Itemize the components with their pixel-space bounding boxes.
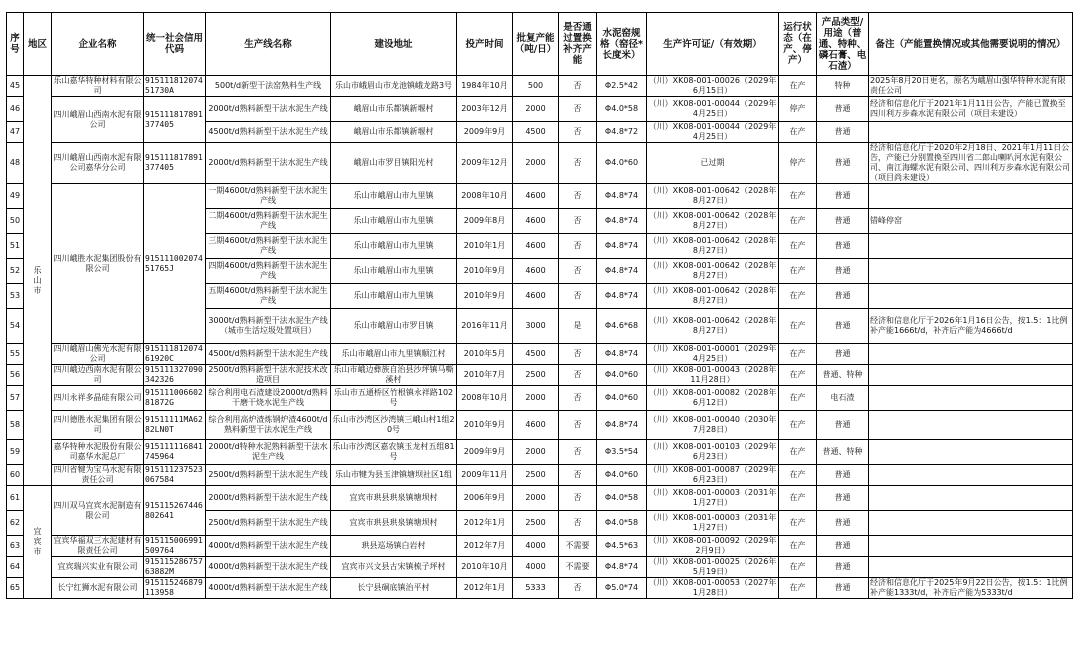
- product-type: 普通: [817, 557, 869, 578]
- kiln-spec: Φ4.8*74: [597, 259, 647, 284]
- product-type: 普通: [817, 143, 869, 184]
- start-date: 2008年10月: [457, 184, 513, 209]
- start-date: 2010年1月: [457, 234, 513, 259]
- table-row: [7, 97, 1073, 122]
- kiln-spec: Φ4.8*74: [597, 557, 647, 578]
- status: 在产: [779, 578, 817, 599]
- company-name: 四川永祥多晶硅有限公司: [52, 386, 144, 411]
- product-type: 普通: [817, 309, 869, 344]
- address: 宜宾市珙县珙泉镇塘坝村: [331, 486, 457, 511]
- start-date: 2012年1月: [457, 578, 513, 599]
- table-row: [7, 440, 1073, 465]
- start-date: 2010年9月: [457, 411, 513, 440]
- row-number: 49: [7, 184, 24, 209]
- line-name: 4000t/d熟料新型干法水泥生产线: [206, 578, 331, 599]
- replacement: 否: [559, 143, 597, 184]
- capacity: 2500: [513, 465, 559, 486]
- product-type: 特种: [817, 76, 869, 97]
- region-cell: 乐山市: [24, 76, 52, 486]
- credit-code: 915111237523067584: [144, 465, 206, 486]
- credit-code: 915111327090342326: [144, 365, 206, 386]
- line-name: 2000t/d熟料新型干法水泥生产线: [206, 143, 331, 184]
- product-type: 普通: [817, 97, 869, 122]
- header-replacement: 是否通过置换补齐产能: [559, 13, 597, 76]
- row-number: 54: [7, 309, 24, 344]
- license: （川）XK08-001-00053（2027年1月28日）: [647, 578, 779, 599]
- row-number: 52: [7, 259, 24, 284]
- row-number: 60: [7, 465, 24, 486]
- kiln-spec: Φ4.5*63: [597, 536, 647, 557]
- capacity: 5333: [513, 578, 559, 599]
- license: （川）XK08-001-00003（2031年1月27日）: [647, 486, 779, 511]
- header-company: 企业名称: [52, 13, 144, 76]
- row-number: 46: [7, 97, 24, 122]
- license: （川）XK08-001-00642（2028年8月27日）: [647, 284, 779, 309]
- header-product-type: 产品类型/用途（普通、特种、磷石膏、电石渣）: [817, 13, 869, 76]
- header-seq: 序号: [7, 13, 24, 76]
- start-date: 1984年10月: [457, 76, 513, 97]
- license: （川）XK08-001-00082（2028年6月12日）: [647, 386, 779, 411]
- table-row: [7, 465, 1073, 486]
- start-date: 2009年8月: [457, 209, 513, 234]
- cement-table-wrapper: [6, 12, 1072, 599]
- address: 乐山市峨眉山市九里镇: [331, 209, 457, 234]
- line-name: 2000t/d熟料新型干法水泥生产线: [206, 486, 331, 511]
- product-type: 普通: [817, 536, 869, 557]
- company-name: 四川峨眉山西南水泥有限公司: [52, 97, 144, 143]
- kiln-spec: Φ4.0*58: [597, 97, 647, 122]
- address: 峨眉山市乐都镇新堰村: [331, 122, 457, 143]
- product-type: 电石渣: [817, 386, 869, 411]
- header-line: 生产线名称: [206, 13, 331, 76]
- capacity: 4600: [513, 209, 559, 234]
- capacity: 4500: [513, 122, 559, 143]
- start-date: 2012年7月: [457, 536, 513, 557]
- replacement: 否: [559, 511, 597, 536]
- capacity: 4600: [513, 259, 559, 284]
- license: （川）XK08-001-00087（2029年6月23日）: [647, 465, 779, 486]
- license: （川）XK08-001-00025（2026年5月19日）: [647, 557, 779, 578]
- replacement: 否: [559, 209, 597, 234]
- row-number: 56: [7, 365, 24, 386]
- start-date: 2010年7月: [457, 365, 513, 386]
- license: 已过期: [647, 143, 779, 184]
- product-type: 普通、特种: [817, 440, 869, 465]
- table-row: [7, 344, 1073, 365]
- kiln-spec: Φ4.0*60: [597, 365, 647, 386]
- line-name: 3000t/d熟料新型干法水泥生产线（城市生活垃圾处置项目）: [206, 309, 331, 344]
- table-row: [7, 578, 1073, 599]
- row-number: 48: [7, 143, 24, 184]
- start-date: 2008年10月: [457, 386, 513, 411]
- note: 经济和信息化厅于2020年2月18日、2021年1月11日公告，产能已分别置换至四川省二郎山喇叭河水泥有限公司、南江海螺水泥有限公司、四川利万步森水泥有限公司（项目尚未建设）: [869, 143, 1073, 184]
- row-number: 51: [7, 234, 24, 259]
- credit-code: 915115246879113958: [144, 578, 206, 599]
- row-number: 55: [7, 344, 24, 365]
- row-number: 45: [7, 76, 24, 97]
- address: 峨眉山市罗目镇阳光村: [331, 143, 457, 184]
- replacement: 否: [559, 365, 597, 386]
- replacement: 否: [559, 486, 597, 511]
- license: （川）XK08-001-00642（2028年8月27日）: [647, 309, 779, 344]
- capacity: 4600: [513, 184, 559, 209]
- table-row: [7, 365, 1073, 386]
- company-name: 四川峨胜水泥集团股份有限公司: [52, 184, 144, 344]
- start-date: 2010年5月: [457, 344, 513, 365]
- start-date: 2003年12月: [457, 97, 513, 122]
- replacement: 否: [559, 234, 597, 259]
- row-number: 63: [7, 536, 24, 557]
- region-cell: 宜宾市: [24, 486, 52, 599]
- license: （川）XK08-001-00003（2031年1月27日）: [647, 511, 779, 536]
- replacement: 否: [559, 97, 597, 122]
- table-row: [7, 486, 1073, 511]
- capacity: 2500: [513, 511, 559, 536]
- license: （川）XK08-001-00642（2028年8月27日）: [647, 234, 779, 259]
- license: （川）XK08-001-00044（2029年4月25日）: [647, 122, 779, 143]
- address: 宜宾市珙县珙泉镇塘坝村: [331, 511, 457, 536]
- company-name: 宜宾华福双三水泥建材有限责任公司: [53, 536, 142, 555]
- address: 乐山市峨眉山市罗目镇: [331, 309, 457, 344]
- address: 乐山市峨眉山市九里镇顺江村: [331, 344, 457, 365]
- kiln-spec: Φ4.0*60: [597, 143, 647, 184]
- address: 乐山市五通桥区竹根镇永祥路102号: [331, 386, 457, 411]
- header-license: 生产许可证/（有效期）: [647, 13, 779, 76]
- kiln-spec: Φ4.8*74: [597, 411, 647, 440]
- note: [869, 365, 1073, 386]
- credit-code: 915111817891377405: [144, 97, 206, 143]
- replacement: 是: [559, 309, 597, 344]
- company-name: 四川双马宜宾水泥制造有限公司: [52, 486, 144, 536]
- license: （川）XK08-001-00642（2028年8月27日）: [647, 209, 779, 234]
- note: 错峰停窑: [869, 209, 1073, 234]
- capacity: 3000: [513, 309, 559, 344]
- table-row: [7, 386, 1073, 411]
- note: 经济和信息化厅于2025年9月22日公告，按1.5：1比例补产能1333t/d，补齐后产能为5333t/d: [869, 578, 1073, 599]
- credit-code: 91511100207451765J: [144, 184, 206, 344]
- replacement: 否: [559, 122, 597, 143]
- header-address: 建设地址: [331, 13, 457, 76]
- row-number: 65: [7, 578, 24, 599]
- capacity: 2000: [513, 486, 559, 511]
- product-type: 普通: [817, 344, 869, 365]
- row-number: 61: [7, 486, 24, 511]
- status: 在产: [779, 122, 817, 143]
- product-type: 普通: [817, 209, 869, 234]
- line-name: 4000t/d熟料新型干法水泥生产线: [206, 536, 331, 557]
- address: 乐山市峨眉山市九里镇: [331, 234, 457, 259]
- license: （川）XK08-001-00642（2028年8月27日）: [647, 184, 779, 209]
- license: （川）XK08-001-00026（2029年6月15日）: [647, 76, 779, 97]
- capacity: 2000: [513, 440, 559, 465]
- note: 经济和信息化厅于2026年1月16日公告，按1.5：1比例补产能1666t/d，补齐后产能为4666t/d: [869, 309, 1073, 344]
- product-type: 普通: [817, 259, 869, 284]
- status: 在产: [779, 486, 817, 511]
- start-date: 2010年9月: [457, 284, 513, 309]
- header-kiln-spec: 水泥窑规格（窑径*长度米）: [597, 13, 647, 76]
- status: 在产: [779, 209, 817, 234]
- product-type: 普通: [817, 234, 869, 259]
- line-name: 500t/d新型干法窑熟料生产线: [206, 76, 331, 97]
- company-name: 四川峨眉山佛光水泥有限公司: [53, 344, 142, 363]
- note: [869, 259, 1073, 284]
- note: [869, 511, 1073, 536]
- kiln-spec: Φ4.0*60: [597, 465, 647, 486]
- replacement: 否: [559, 440, 597, 465]
- line-name: 2000t/d熟料新型干法水泥生产线: [206, 97, 331, 122]
- start-date: 2009年12月: [457, 143, 513, 184]
- line-name: 4000t/d熟料新型干法水泥生产线: [206, 557, 331, 578]
- license: （川）XK08-001-00001（2029年4月25日）: [647, 344, 779, 365]
- status: 在产: [779, 184, 817, 209]
- line-name: 4500t/d熟料新型干法水泥生产线: [206, 122, 331, 143]
- address: 宜宾市兴文县古宋镇梳子坪村: [331, 557, 457, 578]
- capacity: 4000: [513, 557, 559, 578]
- product-type: 普通: [817, 486, 869, 511]
- table-row: [7, 76, 1073, 97]
- credit-code: 915115006991509764: [144, 536, 206, 557]
- company-name: 乐山嘉华特种材料有限公司: [53, 76, 142, 95]
- table-row: [7, 557, 1073, 578]
- note: [869, 411, 1073, 440]
- address: 珙县巡场镇白岩村: [331, 536, 457, 557]
- header-date: 投产时间: [457, 13, 513, 76]
- kiln-spec: Φ5.0*74: [597, 578, 647, 599]
- header-region: 地区: [24, 13, 52, 76]
- address: 乐山市峨眉山市九里镇: [331, 259, 457, 284]
- capacity: 4500: [513, 344, 559, 365]
- row-number: 58: [7, 411, 24, 440]
- line-name: 五期4600t/d熟料新型干法水泥生产线: [206, 284, 331, 309]
- start-date: 2016年11月: [457, 309, 513, 344]
- status: 停产: [779, 143, 817, 184]
- kiln-spec: Φ4.6*68: [597, 309, 647, 344]
- replacement: 否: [559, 386, 597, 411]
- company-name: 四川峨眉山西南水泥有限公司嘉华分公司: [52, 143, 144, 184]
- row-number: 64: [7, 557, 24, 578]
- replacement: 否: [559, 411, 597, 440]
- capacity: 4600: [513, 234, 559, 259]
- replacement: 否: [559, 184, 597, 209]
- product-type: 普通: [817, 578, 869, 599]
- header-row: [7, 13, 1073, 76]
- capacity: 2000: [513, 143, 559, 184]
- note: [869, 386, 1073, 411]
- replacement: 否: [559, 465, 597, 486]
- table-row: [7, 411, 1073, 440]
- line-name: 综合利用电石渣建设2000t/d熟料干磨干烧水泥生产线: [206, 386, 331, 411]
- status: 在产: [779, 557, 817, 578]
- status: 在产: [779, 344, 817, 365]
- company-name: 嘉华特种水泥股份有限公司嘉华水泥总厂: [52, 440, 144, 465]
- line-name: 二期4600t/d熟料新型干法水泥生产线: [206, 209, 331, 234]
- replacement: 否: [559, 344, 597, 365]
- capacity: 2500: [513, 365, 559, 386]
- row-number: 53: [7, 284, 24, 309]
- address: 乐山市峨眉山市龙池镇峨龙路3号: [331, 76, 457, 97]
- address: 峨眉山市乐都镇新堰村: [331, 97, 457, 122]
- start-date: 2012年1月: [457, 511, 513, 536]
- capacity: 4600: [513, 411, 559, 440]
- cement-production-table: [6, 12, 1073, 599]
- status: 在产: [779, 411, 817, 440]
- company-name: 长宁红狮水泥有限公司: [52, 578, 144, 599]
- start-date: 2009年11月: [457, 465, 513, 486]
- note: [869, 284, 1073, 309]
- note: [869, 465, 1073, 486]
- address: 乐山市沙湾区沙湾镇三峨山村1组20号: [331, 411, 457, 440]
- replacement: 否: [559, 578, 597, 599]
- address: 乐山市沙湾区嘉农镇玉龙村五组81号: [331, 440, 457, 465]
- row-number: 47: [7, 122, 24, 143]
- start-date: 2010年10月: [457, 557, 513, 578]
- line-name: 2500t/d熟料新型干法水泥生产线: [206, 465, 331, 486]
- note: [869, 557, 1073, 578]
- note: 2025年8月20日更名，原名为峨眉山强华特种水泥有限责任公司: [869, 76, 1073, 97]
- credit-code: 91511111MA6282LN0T: [144, 411, 206, 440]
- product-type: 普通: [817, 411, 869, 440]
- credit-code: 91511100660281872G: [144, 386, 206, 411]
- kiln-spec: Φ4.8*74: [597, 344, 647, 365]
- status: 在产: [779, 309, 817, 344]
- replacement: 否: [559, 259, 597, 284]
- status: 在产: [779, 536, 817, 557]
- address: 乐山市峨眉山市九里镇: [331, 184, 457, 209]
- status: 在产: [779, 234, 817, 259]
- kiln-spec: Φ4.0*58: [597, 511, 647, 536]
- credit-code: 915111817891377405: [144, 143, 206, 184]
- table-row: [7, 143, 1073, 184]
- header-status: 运行状态（在产、停产）: [779, 13, 817, 76]
- product-type: 普通: [817, 465, 869, 486]
- credit-code: 91511181207451730A: [144, 76, 206, 97]
- kiln-spec: Φ4.8*74: [597, 184, 647, 209]
- note: [869, 344, 1073, 365]
- credit-code: 915111116841745964: [144, 440, 206, 465]
- note: 经济和信息化厅于2021年1月11日公告，产能已置换至四川利万步森水泥有限公司（项目未建设）: [869, 97, 1073, 122]
- kiln-spec: Φ2.5*42: [597, 76, 647, 97]
- license: （川）XK08-001-00092（2029年2月9日）: [647, 536, 779, 557]
- line-name: 2500t/d熟料新型干法水泥技术改造项目: [206, 365, 331, 386]
- kiln-spec: Φ4.0*58: [597, 486, 647, 511]
- row-number: 62: [7, 511, 24, 536]
- license: （川）XK08-001-00043（2028年11月28日）: [647, 365, 779, 386]
- start-date: 2009年9月: [457, 440, 513, 465]
- product-type: 普通: [817, 122, 869, 143]
- capacity: 4000: [513, 536, 559, 557]
- address: 长宁县硐底镇治平村: [331, 578, 457, 599]
- line-name: 2000t/d特种水泥熟料新型干法水泥生产线: [206, 440, 331, 465]
- replacement: 否: [559, 76, 597, 97]
- replacement: 否: [559, 284, 597, 309]
- row-number: 59: [7, 440, 24, 465]
- header-credit-code: 统一社会信用代码: [144, 13, 206, 76]
- company-name: 四川省犍为宝马水泥有限责任公司: [53, 465, 142, 484]
- product-type: 普通: [817, 184, 869, 209]
- status: 在产: [779, 440, 817, 465]
- line-name: 四期4600t/d熟料新型干法水泥生产线: [206, 259, 331, 284]
- product-type: 普通: [817, 511, 869, 536]
- line-name: 4500t/d熟料新型干法水泥生产线: [206, 344, 331, 365]
- license: （川）XK08-001-00642（2028年8月27日）: [647, 259, 779, 284]
- capacity: 2000: [513, 386, 559, 411]
- note: [869, 122, 1073, 143]
- license: （川）XK08-001-00044（2029年4月25日）: [647, 97, 779, 122]
- header-note: 备注（产能置换情况或其他需要说明的情况）: [869, 13, 1073, 76]
- start-date: 2010年9月: [457, 259, 513, 284]
- company-name: 四川德胜水泥集团有限公司: [52, 411, 144, 440]
- note: [869, 486, 1073, 511]
- line-name: 综合利用高炉渣炼钢炉渣4600t/d熟料新型干法水泥生产线: [206, 411, 331, 440]
- company-name: 四川峨边西南水泥有限公司: [53, 365, 142, 384]
- table-row: [7, 536, 1073, 557]
- kiln-spec: Φ4.8*74: [597, 209, 647, 234]
- address: 乐山市犍为县玉津镇塘坝社区1组: [331, 465, 457, 486]
- header-capacity: 批复产能（吨/日）: [513, 13, 559, 76]
- note: [869, 536, 1073, 557]
- kiln-spec: Φ4.8*72: [597, 122, 647, 143]
- status: 停产: [779, 97, 817, 122]
- kiln-spec: Φ4.0*60: [597, 386, 647, 411]
- line-name: 一期4600t/d熟料新型干法水泥生产线: [206, 184, 331, 209]
- capacity: 500: [513, 76, 559, 97]
- note: [869, 234, 1073, 259]
- kiln-spec: Φ4.8*74: [597, 234, 647, 259]
- address: 乐山市峨边彝族自治县沙坪镇马嘶溪村: [331, 365, 457, 386]
- credit-code: 91511181207461920C: [144, 344, 206, 365]
- status: 在产: [779, 365, 817, 386]
- status: 在产: [779, 465, 817, 486]
- credit-code: 915115267446802641: [144, 486, 206, 536]
- capacity: 2000: [513, 97, 559, 122]
- credit-code: 91511528675763882M: [144, 557, 206, 578]
- replacement: 不需要: [559, 557, 597, 578]
- license: （川）XK08-001-00040（2030年7月28日）: [647, 411, 779, 440]
- status: 在产: [779, 284, 817, 309]
- row-number: 50: [7, 209, 24, 234]
- start-date: 2006年9月: [457, 486, 513, 511]
- product-type: 普通: [817, 284, 869, 309]
- line-name: 三期4600t/d熟料新型干法水泥生产线: [206, 234, 331, 259]
- replacement: 不需要: [559, 536, 597, 557]
- company-name: 宜宾瑞兴实业有限公司: [52, 557, 144, 578]
- kiln-spec: Φ3.5*54: [597, 440, 647, 465]
- status: 在产: [779, 259, 817, 284]
- line-name: 2500t/d熟料新型干法水泥生产线: [206, 511, 331, 536]
- start-date: 2009年9月: [457, 122, 513, 143]
- note: [869, 184, 1073, 209]
- row-number: 57: [7, 386, 24, 411]
- note: [869, 440, 1073, 465]
- table-row: [7, 184, 1073, 209]
- product-type: 普通、特种: [817, 365, 869, 386]
- table-body: [7, 76, 1073, 599]
- kiln-spec: Φ4.8*74: [597, 284, 647, 309]
- status: 在产: [779, 386, 817, 411]
- capacity: 4600: [513, 284, 559, 309]
- status: 在产: [779, 76, 817, 97]
- status: 在产: [779, 511, 817, 536]
- license: （川）XK08-001-00103（2029年6月23日）: [647, 440, 779, 465]
- address: 乐山市峨眉山市九里镇: [331, 284, 457, 309]
